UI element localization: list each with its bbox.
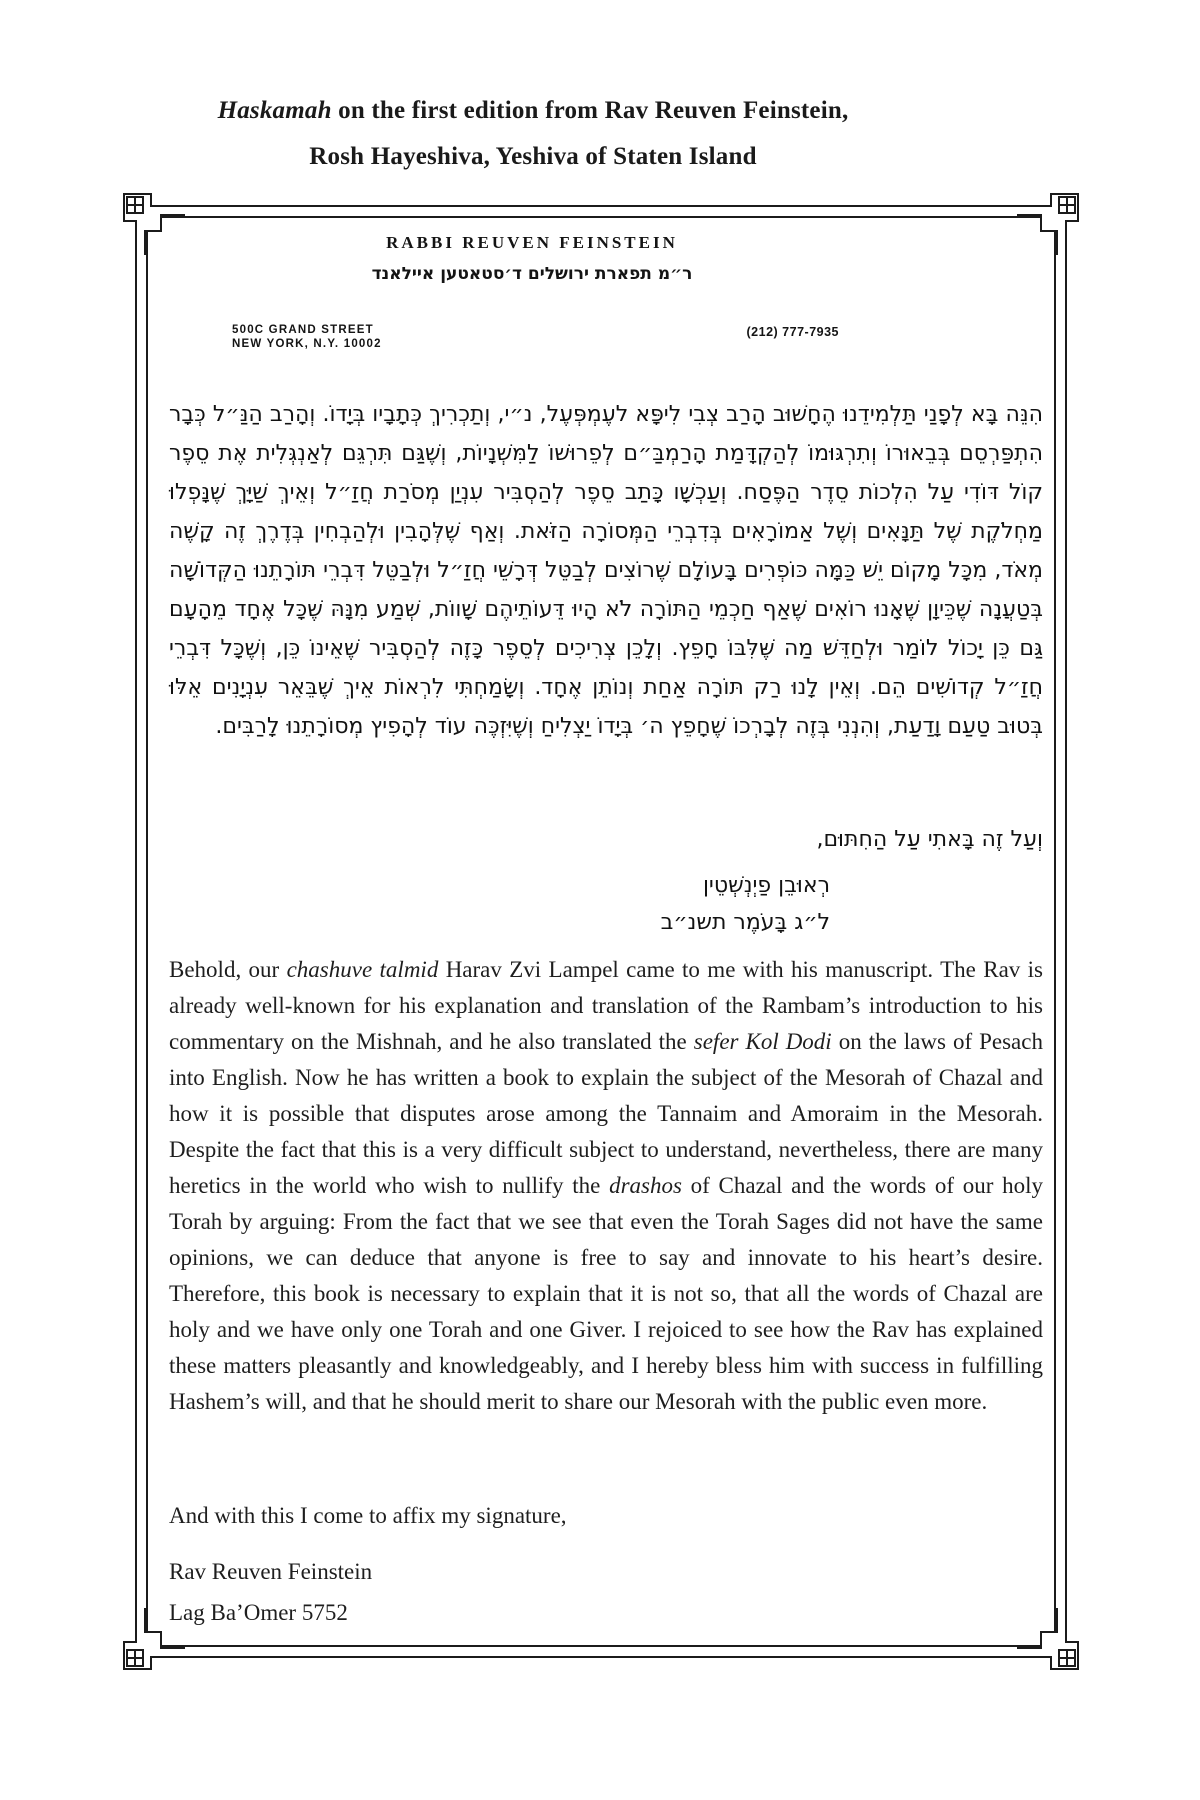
- page-title-line2: Rosh Hayeshiva, Yeshiva of Staten Island: [309, 143, 757, 170]
- page-title: [0, 88, 1066, 180]
- hebrew-signature-name: רְאוּבֵן פַיְנְשְׁטֵין: [702, 873, 830, 898]
- hebrew-signature-block: [169, 867, 830, 941]
- decorative-border: [135, 205, 1067, 1658]
- english-letter-closing: And with this I come to affix my signature,: [169, 1503, 567, 1528]
- english-signature-name: Rav Reuven Feinstein: [169, 1559, 373, 1584]
- page-title-line1: Haskamah on the first edition from Rav Reuven Feinstein,: [217, 97, 849, 124]
- letterhead-phone: (212) 777-7935: [746, 325, 839, 339]
- border-corner-ornament-icon: [1017, 185, 1087, 255]
- letterhead-address-line2: NEW YORK, N.Y. 10002: [232, 338, 382, 350]
- letterhead-address: [232, 323, 382, 351]
- letterhead-name: RABBI REUVEN FEINSTEIN: [386, 233, 678, 252]
- letterhead-hebrew-line: ר״מ תפארת ירושלים ד׳סטאטען איילאנד: [371, 264, 693, 284]
- english-signature-block: [169, 1551, 1043, 1633]
- hebrew-letter-body: הִנֵּה בָּא לְפָנַי תַּלְמִידֵנוּ הֶחָשׁוּב הָרַב צְבִי לִיפָּא לעֶמְפְּעֶל, נ״י, וְתַכְרִיךְ כְּתָבָיו בְּיָדוֹ. וְהָרַב הַנַּ״ל כְּבָר הִתְפַּרְסֵם בְּבֵאוּרוֹ וְתִרְגּוּמוֹ לְהַקְדָּמַת הָרַמְבַּ״ם לְפֵרוּשׁוֹ לַמִּשְׁנָיוֹת, וְשֶׁגַּם תִּרְגֵּם לְאַנְגְּלִית אֶת סֵפֶר קוֹל דּוֹדִי עַל הִלְכוֹת סֵדֶר הַפֶּסַח. וְעַכְשָׁו כָּתַב סֵפֶר לְהַסְבִּיר עִנְיַן מְסֹרַת חֲזַ״ל וְאֵיךְ שַׁיָּךְ שֶׁנָּפְלוּ מַחְלֹקֶת שֶׁל תַּנָּאִים וְשֶׁל אַמוֹרָאִים בְּדִבְרֵי הַמְּסוֹרָה הַזֹּאת. וְאַף שֶׁלְּהָבִין וּלְהַבְחִין בְּדֶרֶךְ זֶה קָשֶׁה מְאֹד, מִכָּל מָקוֹם יֵשׁ כַּמָּה כּוֹפְרִים בָּעוֹלָם שֶׁרוֹצִים לְבַטֵּל דְּרָשֵׁי חֲזַ״ל וּלְבַטֵּל דִּבְרֵי תּוֹרָתֵנוּ הַקְּדוֹשָׁה בְּטַעֲנָה שֶׁכֵּיוָן שֶׁאָנוּ רוֹאִים שֶׁאַף חַכְמֵי הַתּוֹרָה לֹא הָיוּ דֵּעוֹתֵיהֶם שָׁווֹת, שְׁמַע מִנָּהּ שֶׁכָּל אֶחָד מֵהָעָם גַּם כֵּן יָכוֹל לוֹמַר וּלְחַדֵּשׁ מַה שֶּׁלִּבּוֹ חָפֵץ. וְלָכֵן צְרִיכִים לְסֵפֶר כָּזֶה לְהַסְבִּיר שֶׁאֵינוֹ כֵּן, וְשֶׁכָּל דִּבְרֵי חֲזַ״ל קְדוֹשִׁים הֵם. וְאֵין לָנוּ רַק תּוֹרָה אַחַת וְנוֹתֵן אֶחָד. וְשָׂמַחְתִּי לִרְאוֹת אֵיךְ שֶׁבֵּאֵר עִנְיָנִים אֵלּוּ בְּטוּב טַעַם וָדַעַת, וְהִנְנִי בְּזֶה לְבָרְכוֹ שֶׁחָפֵץ ה׳ בְּיָדוֹ יַצְלִיחַ וְשֶׁיִּזְכֶּה עוֹד לְהָפִיץ מְסוֹרָתֵנוּ לָרַבִּים.: [169, 402, 1043, 739]
- english-letter-body: Behold, our chashuve talmid Harav Zvi Lampel came to me with his manuscript. The Rav is already well-known for his explanation and translation of the Rambam’s introduction to his commentary on the Mishnah, and he also translated the sefer Kol Dodi on the laws of Pesach into English. Now he has written a book to explain the subject of the Mesorah of Chazal and how it is possible that disputes arose among the Tannaim and Amoraim in the Mesorah. Despite the fact that this is a very difficult subject to understand, nevertheless, there are many heretics in the world who wish to nullify the drashos of Chazal and the words of our holy Torah by arguing: From the fact that we see that even the Torah Sages did not have the same opinions, we can deduce that anyone is free to say and innovate to his heart’s desire. Therefore, this book is necessary to explain that it is not so, that all the words of Chazal are holy and we have only one Torah and one Giver. I rejoiced to see how the Rav has explained these matters pleasantly and knowledgeably, and I hereby bless him with success in fulfilling Hashem’s will, and that he should merit to share our Mesorah with the public even more.: [169, 957, 1044, 1414]
- hebrew-letter-closing: וְעַל זֶה בָּאתִי עַל הַחִתּוּם,: [816, 827, 1043, 852]
- letterhead-address-line1: 500C GRAND STREET: [232, 324, 374, 336]
- english-signature-date: Lag Ba’Omer 5752: [169, 1600, 348, 1625]
- hebrew-signature-date: ל״ג בָּעֹמֶר תשנ״ב: [660, 910, 830, 935]
